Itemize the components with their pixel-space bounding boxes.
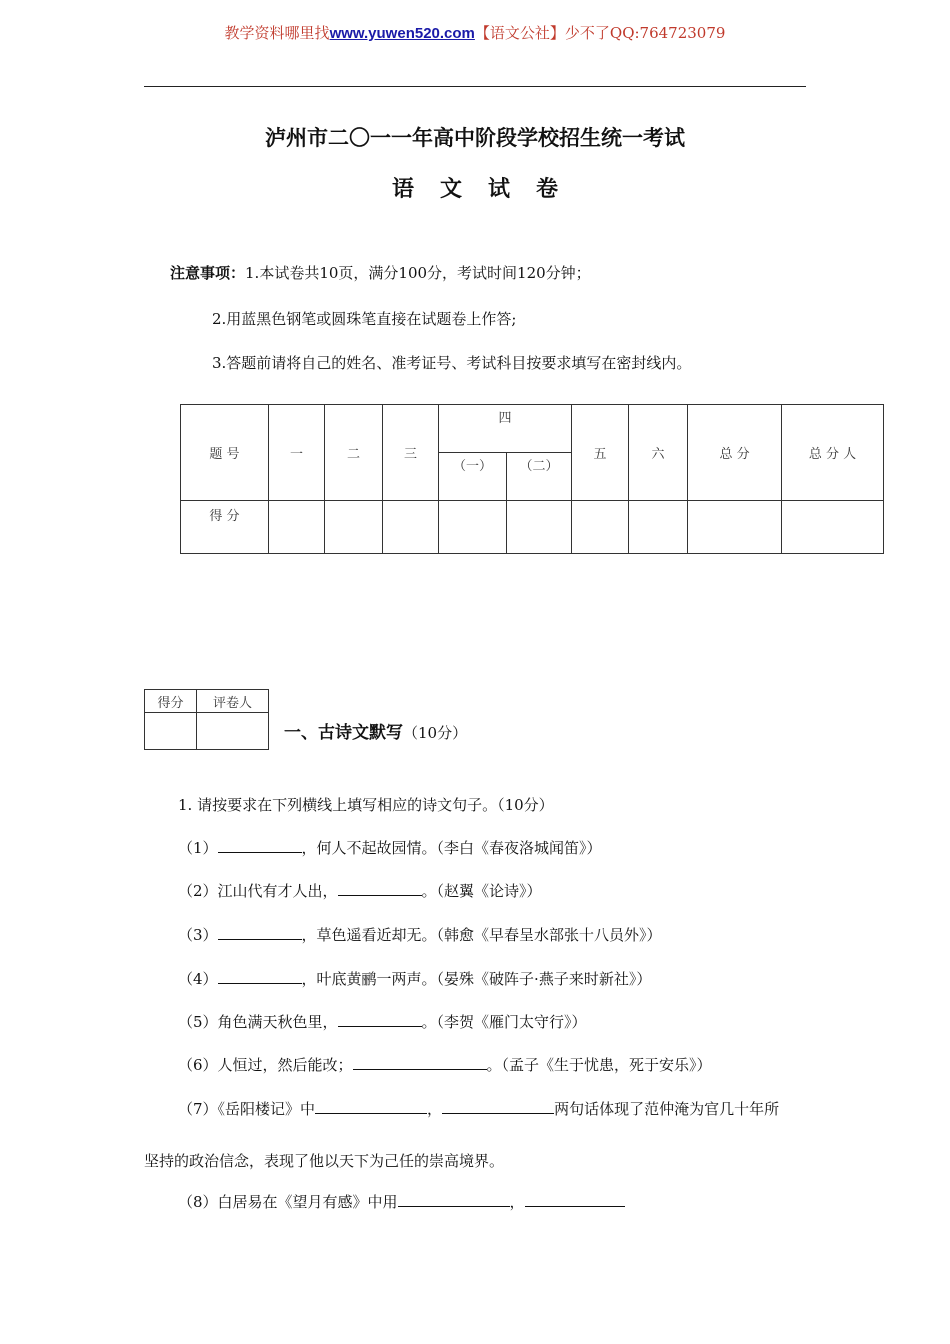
item-1 — [178, 837, 602, 858]
item-5-source: 。（李贺《雁门太守行》） — [421, 1013, 587, 1031]
item-7-continuation: 两句话体现了范仲淹为官几十年所 — [554, 1100, 780, 1118]
page-header — [0, 22, 950, 43]
score-cell[interactable] — [572, 501, 629, 554]
question-1: 1. 请按要求在下列横线上填写相应的诗文句子。（10分） — [178, 796, 554, 814]
notice-line-1 — [170, 262, 591, 283]
header-divider — [144, 86, 806, 87]
item-7-text: （7）《岳阳楼记》中 — [178, 1100, 316, 1118]
score-cell[interactable] — [507, 501, 572, 554]
answer-blank[interactable] — [338, 1011, 422, 1027]
grader-box-grader-cell[interactable] — [197, 713, 269, 750]
notice-item-2: 2.用蓝黑色钢笔或圆珠笔直接在试题卷上作答; — [212, 310, 517, 328]
section1-heading — [284, 718, 467, 743]
score-table-col-two: 二 — [325, 405, 383, 501]
score-table — [180, 404, 884, 554]
item-7-comma: ， — [427, 1100, 443, 1118]
score-table-col-three: 三 — [383, 405, 439, 501]
score-cell[interactable] — [383, 501, 439, 554]
item-8-comma: ， — [509, 1193, 525, 1211]
score-cell[interactable] — [269, 501, 325, 554]
answer-blank[interactable] — [442, 1098, 554, 1114]
score-table-col-one: 一 — [269, 405, 325, 501]
item-3-text: ，草色遥看近却无。（韩愈《早春呈水部张十八员外》） — [301, 926, 662, 944]
item-2-text: （2）江山代有才人出， — [178, 882, 338, 900]
score-table-col-six: 六 — [629, 405, 688, 501]
notice-item-3: 3.答题前请将自己的姓名、准考证号、考试科目按要求填写在密封线内。 — [212, 354, 692, 372]
grader-box — [144, 689, 269, 750]
notice-item-1: 1.本试卷共10页，满分100分，考试时间120分钟； — [245, 264, 591, 282]
item-2 — [178, 880, 542, 901]
score-table-col-four-sub1: （一） — [439, 453, 507, 501]
grader-box-grader-label: 评卷人 — [197, 690, 269, 713]
score-cell[interactable] — [688, 501, 782, 554]
answer-blank[interactable] — [218, 924, 302, 940]
item-6 — [178, 1054, 712, 1075]
answer-blank[interactable] — [398, 1191, 510, 1207]
answer-blank[interactable] — [525, 1191, 625, 1207]
score-table-col-scorer: 总 分 人 — [782, 405, 884, 501]
item-1-text: ，何人不起故园情。（李白《春夜洛城闻笛》） — [301, 839, 602, 857]
item-8 — [178, 1191, 625, 1212]
item-8-text: （8）白居易在《望月有感》中用 — [178, 1193, 398, 1211]
item-1-number: （1） — [178, 839, 218, 857]
item-4-number: （4） — [178, 970, 218, 988]
score-table-row2-label: 得 分 — [181, 501, 269, 554]
item-7 — [178, 1098, 779, 1119]
item-5 — [178, 1011, 587, 1032]
score-cell[interactable] — [439, 501, 507, 554]
item-5-text: （5）角色满天秋色里， — [178, 1013, 338, 1031]
item-4 — [178, 968, 651, 989]
score-cell[interactable] — [782, 501, 884, 554]
grader-box-score-label: 得分 — [145, 690, 197, 713]
grader-box-score-cell[interactable] — [145, 713, 197, 750]
score-table-col-total: 总 分 — [688, 405, 782, 501]
item-7-line-2: 坚持的政治信念，表现了他以天下为己任的崇高境界。 — [144, 1152, 505, 1170]
answer-blank[interactable] — [338, 880, 422, 896]
section1-title: 一、古诗文默写 — [284, 723, 403, 743]
score-cell[interactable] — [325, 501, 383, 554]
answer-blank[interactable] — [353, 1054, 487, 1070]
score-cell[interactable] — [629, 501, 688, 554]
item-6-source: 。（孟子《生于忧患，死于安乐》） — [486, 1056, 712, 1074]
answer-blank[interactable] — [218, 968, 302, 984]
score-table-col-five: 五 — [572, 405, 629, 501]
item-6-text: （6）人恒过，然后能改； — [178, 1056, 353, 1074]
header-suffix: 【语文公社】少不了QQ:764723079 — [474, 24, 726, 42]
item-2-source: 。（赵翼《论诗》） — [421, 882, 542, 900]
item-3 — [178, 924, 662, 945]
section1-points: （10分） — [403, 724, 468, 742]
notice-label: 注意事项： — [170, 264, 246, 282]
header-link[interactable]: www.yuwen520.com — [329, 25, 475, 42]
answer-blank[interactable] — [218, 837, 302, 853]
score-table-row1-label: 题 号 — [181, 405, 269, 501]
score-table-col-four-sub2: （二） — [507, 453, 572, 501]
item-3-number: （3） — [178, 926, 218, 944]
answer-blank[interactable] — [315, 1098, 427, 1114]
header-prefix: 教学资料哪里找 — [224, 24, 330, 42]
exam-title: 泸州市二〇一一年高中阶段学校招生统一考试 — [265, 125, 685, 150]
item-4-text: ，叶底黄鹂一两声。（晏殊《破阵子·燕子来时新社》） — [301, 970, 652, 988]
exam-subtitle: 语文试卷 — [391, 176, 584, 202]
score-table-col-four: 四 — [439, 405, 572, 453]
